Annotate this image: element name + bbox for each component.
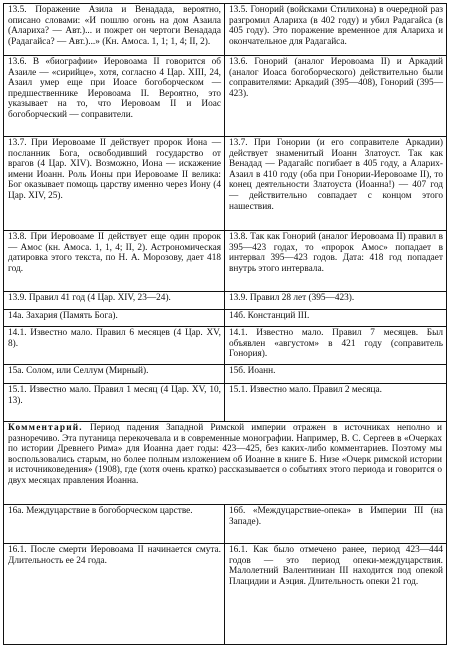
table-row [4, 136, 446, 230]
right-cell: 14б. Констанций III. [229, 311, 310, 321]
commentary-row [4, 421, 446, 504]
right-cell: 16б. «Междуцарствие-опека» в Империи III (на Западе). [229, 506, 443, 527]
left-cell: 16.1. После смерти Иеровоама II начинается смута. Длительность ее 24 года. [4, 544, 225, 644]
left-cell: 13.8. При Иеровоаме II действует еще один пророк — Амос (кн. Амоса. 1, 1, 4; II, 2). Астрономическая датировка этого текста, по Н. А. Морозову, дает 418 год. [4, 231, 225, 291]
commentary-text [4, 422, 446, 504]
table-row [4, 291, 446, 309]
commentary-label: Комментарий. [8, 423, 83, 433]
right-cell: 13.8. Так как Гонорий (аналог Иеровоама II) правил в 395—423 годах, то «пророк Амос» попадает в интервал 395—423 годов. Дата: 418 год попадает внутрь этого интервала. [229, 232, 443, 274]
right-cell: 14.1. Известно мало. Правил 7 месяцев. Был объявлен «августом» в 421 году (соправитель Гонория). [229, 328, 443, 360]
left-cell: 16а. Междуцарствие в богоборческом царстве. [4, 505, 225, 543]
table-row [4, 543, 446, 644]
table-row [4, 230, 446, 291]
right-cell: 13.5. Гонорий (войсками Стилихона) в очередной раз разгромил Алариха (в 402 году) и убил Радагайса (в 405 году). Это поражение временное для Алариха и окончательное для Радагайса. [229, 5, 443, 47]
left-cell: 15.1. Известно мало. Правил 1 месяц (4 Цар. XV, 10, 13). [4, 384, 225, 421]
table-row [4, 383, 446, 421]
table-row [4, 55, 446, 136]
right-cell: 13.9. Правил 28 лет (395—423). [229, 293, 355, 303]
left-cell: 15а. Солом, или Селлум (Мирный). [4, 365, 225, 383]
document-table [3, 3, 447, 645]
left-cell: 14.1. Известно мало. Правил 6 месяцев (4 Цар. XV, 8). [4, 327, 225, 364]
commentary-body: Период падения Западной Римской империи отражен в источниках неполно и разноречиво. Эта путаница перекочевала и в современные монографии. Например, В. С. Сергеев в «Очерках по истории Древнего Рима» для Иоанна дает годы: 423—425, без каких-либо комментариев. Поэтому мы воспользовались старым, но более полным изложением об Иоанне в книге Б. Низе «Очерк римской истории и источниковедения» (1908), где (хотя очень кратко) рассказывается о событиях этого периода и говорится о двух месяцах правления Иоанна. [8, 423, 442, 486]
left-cell: 13.9. Правил 41 год (4 Цар. XIV, 23—24). [4, 292, 225, 309]
table-row [4, 4, 446, 55]
right-cell: 13.6. Гонорий (аналог Иеровоама II) и Аркадий (аналог Иоаса богоборческого) действительно были соправителями: Аркадий (395—408), Гонорий (395—423). [229, 57, 443, 99]
right-cell: 16.1. Как было отмечено ранее, период 423—444 годов — это период опеки-междуцарствия. Малолетний Валентиниан III находится под опекой Плацидии и Аэция. Длительность опеки 21 год. [229, 545, 443, 587]
table-row [4, 309, 446, 326]
left-cell: 14а. Захария (Память Бога). [4, 310, 225, 326]
table-row [4, 326, 446, 364]
left-cell: 13.7. При Иеровоаме II действует пророк Иона — посланник Бога, освободивший государство от врагов (4 Цар. XIV). Возможно, Иона — искажение имени Иоанн. Роль Ионы при Иеровоаме II велика: Бог оказывает помощь царству именно через Иону (4 Цар. XIV, 25). [4, 137, 225, 230]
table-row [4, 504, 446, 543]
right-cell: 15б. Иоанн. [229, 366, 276, 376]
left-cell: 13.5. Поражение Азила и Венадада, вероятно, описано словами: «И пошлю огонь на дом Азаила (Алариха? — Авт.)... и пожрет он чертоги Венадада (Радагайса? — Авт.)...» (Кн. Амоса. 1, 1; 1, 4; II, 2). [4, 4, 225, 55]
left-cell: 13.6. В «биографии» Иеровоама II говорится об Азаиле — «сирийце», хотя, согласно 4 Цар. XIII, 24, Азаил умер еще при Иоасе богоборческом — предшественнике Иеровоама II. Вероятно, это указывает на то, что Иеровоам II и Иоас богоборческий — соправители. [4, 56, 225, 136]
table-row [4, 364, 446, 383]
right-cell: 15.1. Известно мало. Правил 2 месяца. [229, 385, 382, 395]
right-cell: 13.7. При Гонории (и его соправителе Аркадии) действует знаменитый Иоанн Златоуст. Так как Венадад — Радагайс погибает в 405 году, а Аларих-Азаил в 410 году (оба при Гонории-Иеровоаме II), то конец деятельности Златоуста (Иоанна!) — 407 год — действительно совпадает с концом этого нашествия. [229, 138, 443, 212]
